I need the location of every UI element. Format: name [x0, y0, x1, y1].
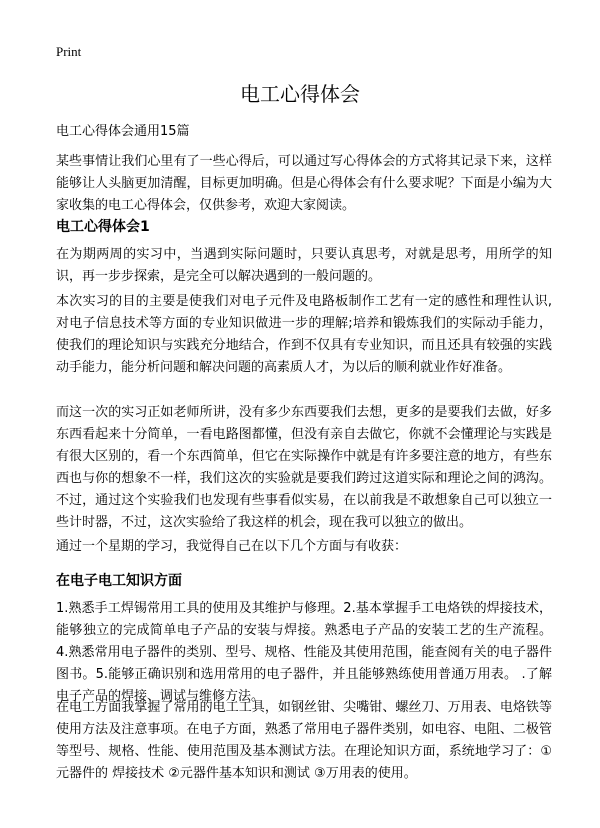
- intro-paragraph: 某些事情让我们心里有了一些心得后，可以通过写心得体会的方式将其记录下来，这样能够让人头脑更加清醒，目标更加明确。但是心得体会有什么要求呢？下面是小编为大家收集的电工心得体会，仅供参考，欢迎大家阅读。: [56, 154, 552, 213]
- paragraph: 1.熟悉手工焊锡常用工具的使用及其维护与修理。2.基本掌握手工电烙铁的焊接技术，能够独立的完成简单电子产品的安装与焊接。熟悉电子产品的安装工艺的生产流程。 4.熟悉常用电子器件的类别、型号、规格、性能及其使用范围，能查阅有关的电子器件图书。5.能够正确识别和选用常用的电子器件，并且能够熟练使用普通万用表。 .了解电子产品的焊接、调试与维修方法。: [56, 601, 552, 704]
- subtitle: 电工心得体会通用15篇: [56, 124, 190, 139]
- page-title: 电工心得体会: [240, 82, 360, 106]
- paragraph: 在为期两周的实习中，当遇到实际问题时，只要认真思考，对就是思考，用所学的知识，再一步步探索，是完全可以解决遇到的一般问题的。: [56, 247, 552, 284]
- section-heading: 在电子电工知识方面: [56, 573, 182, 589]
- paragraph: 本次实习的目的主要是使我们对电子元件及电路板制作工艺有一定的感性和理性认识,对电子信息技术等方面的专业知识做进一步的理解;培养和锻炼我们的实际动手能力，使我们的理论知识与实践充分地结合，作到不仅具有专业知识，而且还具有较强的实践动手能力，能分析问题和解决问题的高素质人才，为以后的顺利就业作好准备。: [56, 294, 552, 375]
- print-link[interactable]: Print: [56, 44, 82, 59]
- paragraph: 在电工方面我掌握了常用的电工工具，如钢丝钳、尖嘴钳、螺丝刀、万用表、电烙铁等使用方法及注意事项。在电子方面，熟悉了常用电子器件类别，如电容、电阻、二极管等型号、规格、性能、使用范围及基本测试方法。在理论知识方面，系统地学习了：①元器件的 焊接技术 ②元器件基本知识和测试 ③万用表的使用。: [56, 700, 552, 781]
- paragraph: 而这一次的实习正如老师所讲，没有多少东西要我们去想，更多的是要我们去做，好多东西看起来十分简单，一看电路图都懂，但没有亲自去做它，你就不会懂理论与实践是有很大区别的，看一个东西简单，但它在实际操作中就是有许多要注意的地方，有些东西也与你的想象不一样，我们这次的实验就是要我们跨过这道实际和理论之间的鸿沟。不过，通过这个实验我们也发现有些事看似实易，在以前我是不敢想象自己可以独立一些计时器，不过，这次实验给了我这样的机会，现在我可以独立的做出。: [56, 405, 552, 530]
- paragraph: 通过一个星期的学习，我觉得自己在以下几个方面与有收获：: [56, 539, 408, 554]
- section-heading: 电工心得体会1: [56, 219, 150, 235]
